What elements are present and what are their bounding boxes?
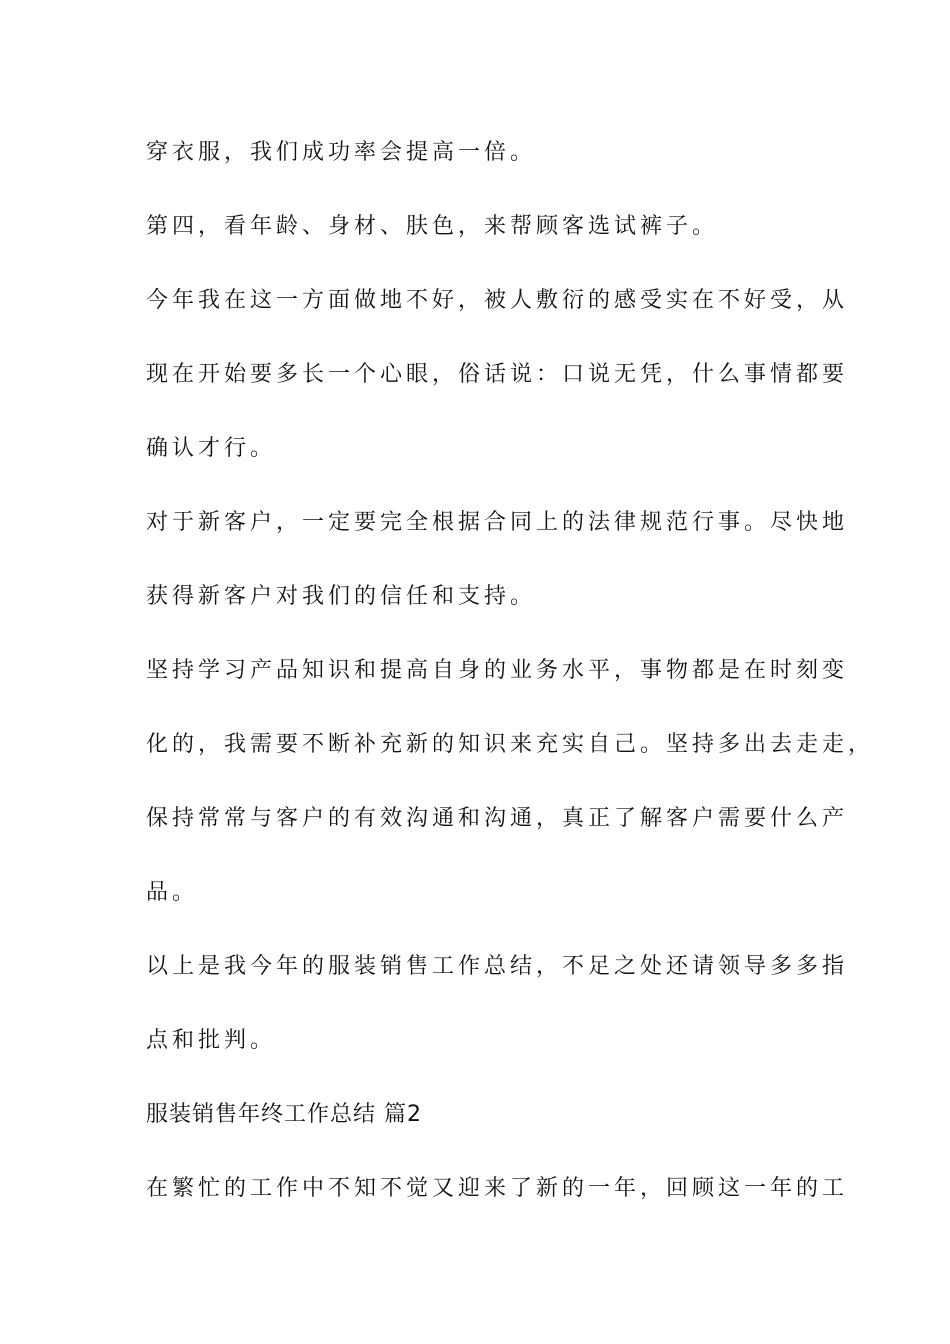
text-line: 点和批判。 xyxy=(146,1028,277,1053)
text-line: 今年我在这一方面做地不好，被人敷衍的感受实在不好受，从 xyxy=(146,288,849,313)
text-line: 穿衣服，我们成功率会提高一倍。 xyxy=(146,140,537,165)
text-line: 对于新客户，一定要完全根据合同上的法律规范行事。尽快地 xyxy=(146,510,849,535)
text-line: 化的，我需要不断补充新的知识来充实自己。坚持多出去走走， xyxy=(146,732,875,757)
text-line: 保持常常与客户的有效沟通和沟通，真正了解客户需要什么产 xyxy=(146,806,849,831)
text-line: 坚持学习产品知识和提高自身的业务水平，事物都是在时刻变 xyxy=(146,658,849,683)
text-line: 确认才行。 xyxy=(146,436,277,461)
text-line: 在繁忙的工作中不知不觉又迎来了新的一年，回顾这一年的工 xyxy=(146,1176,849,1201)
text-line: 第四，看年龄、身材、肤色，来帮顾客选试裤子。 xyxy=(146,214,719,239)
section-heading: 服装销售年终工作总结 篇2 xyxy=(146,1102,422,1127)
text-line: 品。 xyxy=(146,880,199,905)
text-line: 现在开始要多长一个心眼，俗话说：口说无凭，什么事情都要 xyxy=(146,362,849,387)
text-line: 以上是我今年的服装销售工作总结，不足之处还请领导多多指 xyxy=(146,954,849,979)
text-line: 获得新客户对我们的信任和支持。 xyxy=(146,584,537,609)
